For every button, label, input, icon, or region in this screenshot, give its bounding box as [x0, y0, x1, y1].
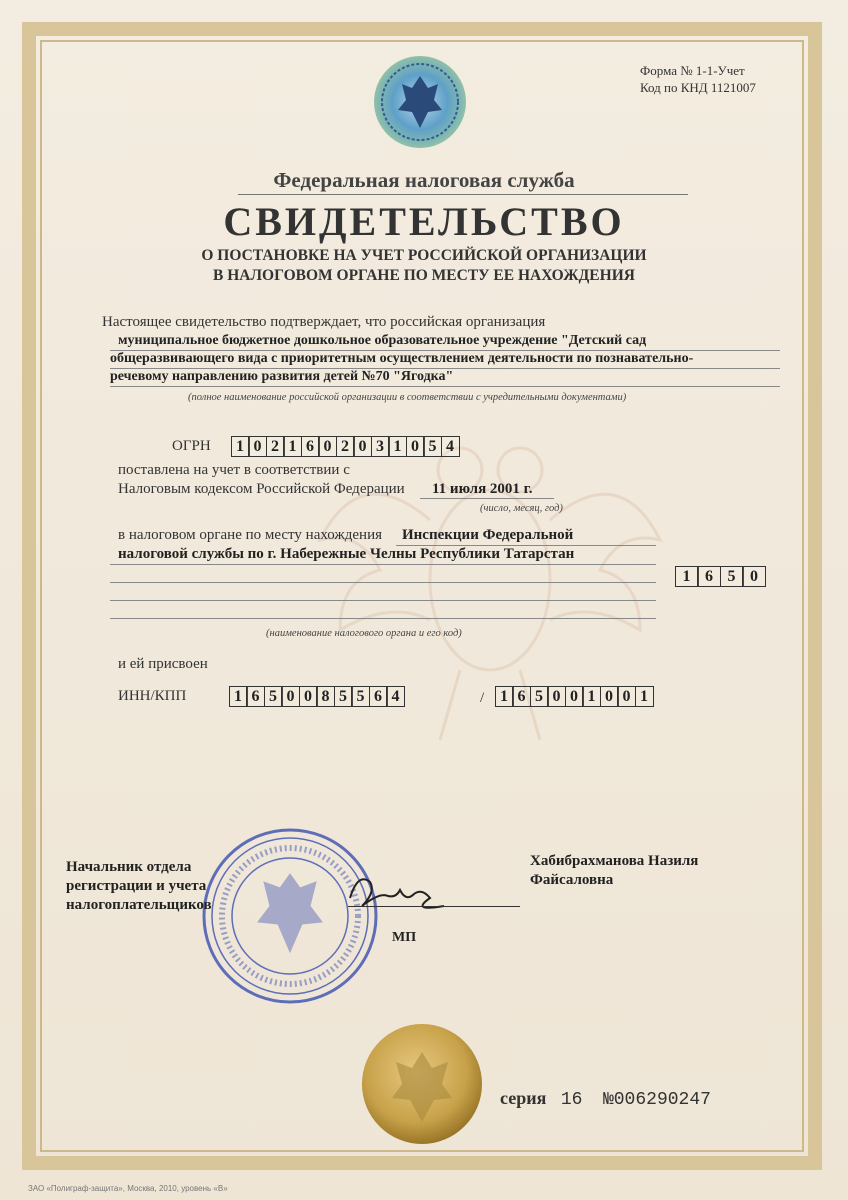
- serial-number: №006290247: [602, 1090, 711, 1110]
- ogrn-digit: 0: [248, 436, 267, 457]
- ogrn-digit: 0: [318, 436, 337, 457]
- position-line: Начальник отдела: [66, 859, 192, 875]
- signature-line: [348, 906, 520, 907]
- ogrn-digit: 5: [423, 436, 442, 457]
- tax-authority-code: [676, 566, 766, 587]
- series-value: 16: [560, 1090, 583, 1110]
- position-line: регистрации и учета: [66, 878, 207, 894]
- code-digit: 0: [742, 566, 766, 587]
- issuing-authority: Федеральная налоговая служба: [273, 168, 575, 192]
- registration-text: Налоговым кодексом Российской Федерации: [118, 481, 405, 497]
- ogrn-digit: 1: [231, 436, 250, 457]
- ogrn-digit: 1: [283, 436, 302, 457]
- inn-kpp-label: ИНН/КПП: [118, 688, 187, 704]
- document-title: СВИДЕТЕЛЬСТВО: [223, 199, 625, 244]
- org-name-line: речевому направлению развития детей №70 "Ягодка": [110, 368, 780, 387]
- kpp-digits: [496, 686, 654, 707]
- document-subtitle: [0, 246, 848, 286]
- inn-digit: 4: [386, 686, 405, 707]
- inn-digit: 0: [281, 686, 300, 707]
- ogrn-digits: [232, 436, 460, 457]
- name-line: Файсаловна: [530, 872, 614, 888]
- ogrn-digit: 2: [266, 436, 285, 457]
- date-caption: (число, месяц, год): [480, 503, 563, 514]
- ogrn-digit: 2: [336, 436, 355, 457]
- org-name-line: муниципальное бюджетное дошкольное образовательное учреждение "Детский сад: [110, 332, 780, 351]
- form-number-block: [640, 62, 756, 96]
- underline: [110, 618, 656, 619]
- subtitle-line: В НАЛОГОВОМ ОРГАНЕ ПО МЕСТУ ЕЕ НАХОЖДЕНИЯ: [213, 267, 635, 284]
- kpp-digit: 0: [617, 686, 636, 707]
- divider: [238, 194, 688, 195]
- underline: [110, 564, 656, 565]
- code-digit: 6: [697, 566, 721, 587]
- knd-code: Код по КНД 1121007: [640, 80, 756, 95]
- underline: [110, 582, 656, 583]
- inn-digit: 5: [351, 686, 370, 707]
- inn-digits: [230, 686, 405, 707]
- series-label: серия: [500, 1088, 547, 1108]
- kpp-digit: 0: [547, 686, 566, 707]
- position-line: налогоплательщиков: [66, 897, 212, 913]
- underline: [110, 600, 656, 601]
- inn-digit: 0: [299, 686, 318, 707]
- ogrn-digit: 0: [406, 436, 425, 457]
- ogrn-digit: 3: [371, 436, 390, 457]
- code-digit: 5: [720, 566, 744, 587]
- ogrn-digit: 6: [301, 436, 320, 457]
- subtitle-line: О ПОСТАНОВКЕ НА УЧЕТ РОССИЙСКОЙ ОРГАНИЗАЦИИ: [201, 247, 647, 264]
- intro-text: Настоящее свидетельство подтверждает, что российская организация: [102, 314, 546, 330]
- org-name-line: общеразвивающего вида с приоритетным осуществлением деятельности по познавательно-: [110, 350, 780, 369]
- tax-authority-name: Инспекции Федеральной: [402, 527, 574, 543]
- kpp-digit: 5: [530, 686, 549, 707]
- hologram-emblem-icon: [372, 54, 468, 150]
- signature-icon: [340, 868, 450, 920]
- tax-authority-name: налоговой службы по г. Набережные Челны Республики Татарстан: [118, 546, 575, 562]
- ogrn-label: ОГРН: [172, 438, 211, 454]
- inn-digit: 1: [229, 686, 248, 707]
- kpp-digit: 1: [582, 686, 601, 707]
- inn-digit: 5: [334, 686, 353, 707]
- seal-place-label: МП: [392, 930, 417, 945]
- inn-kpp-separator: /: [480, 690, 485, 706]
- kpp-digit: 1: [495, 686, 514, 707]
- inn-digit: 6: [369, 686, 388, 707]
- code-digit: 1: [675, 566, 699, 587]
- signer-position: [66, 858, 212, 915]
- kpp-digit: 6: [512, 686, 531, 707]
- tax-authority-caption: (наименование налогового органа и его код): [266, 628, 462, 639]
- tax-authority-intro: в налоговом органе по месту нахождения: [118, 527, 383, 543]
- kpp-digit: 0: [565, 686, 584, 707]
- registration-text: поставлена на учет в соответствии с: [118, 462, 350, 478]
- inn-digit: 5: [264, 686, 283, 707]
- registration-date: 11 июля 2001 г.: [432, 481, 533, 497]
- gold-seal-icon: [360, 1022, 484, 1146]
- kpp-digit: 1: [635, 686, 654, 707]
- ogrn-digit: 1: [388, 436, 407, 457]
- serial-block: [500, 1088, 711, 1110]
- name-line: Хабибрахманова Назиля: [530, 853, 699, 869]
- inn-digit: 6: [246, 686, 265, 707]
- ogrn-digit: 4: [441, 436, 460, 457]
- inn-digit: 8: [316, 686, 335, 707]
- signer-name: [530, 852, 698, 890]
- org-name-caption: (полное наименование российской организации в соответствии с учредительными документами): [188, 392, 627, 403]
- ogrn-digit: 0: [353, 436, 372, 457]
- printer-note: ЗАО «Полиграф-защита», Москва, 2010, уровень «В»: [28, 1184, 228, 1193]
- form-number: Форма № 1-1-Учет: [640, 63, 745, 78]
- assigned-text: и ей присвоен: [118, 656, 208, 672]
- kpp-digit: 0: [600, 686, 619, 707]
